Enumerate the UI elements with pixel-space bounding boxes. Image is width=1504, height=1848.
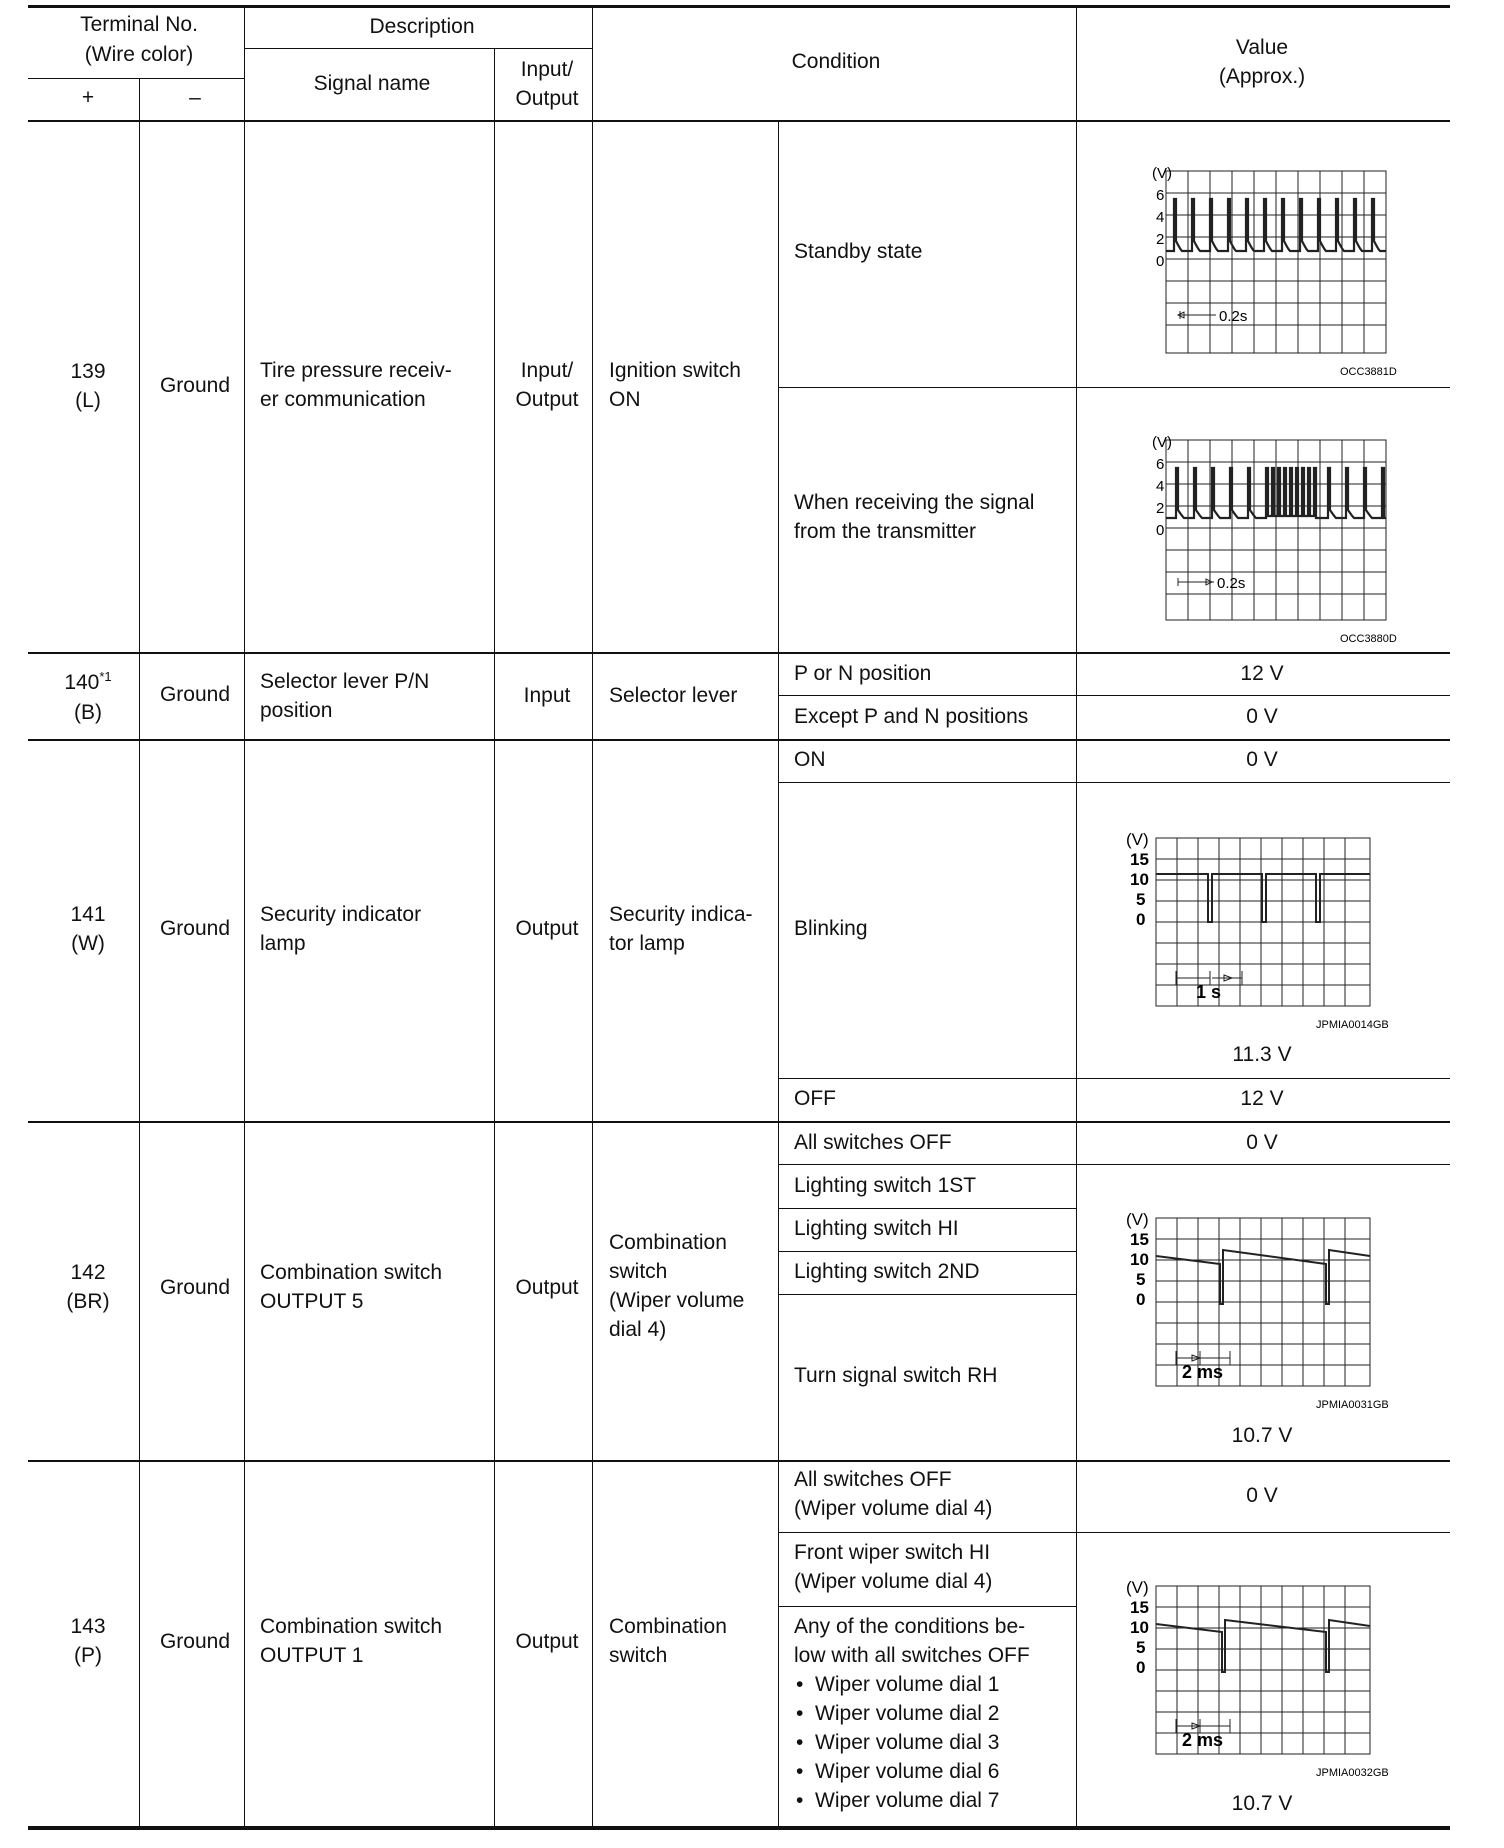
cond-143-2: switch	[609, 1644, 668, 1667]
bullet-item: • Wiper volume dial 3	[796, 1731, 1000, 1754]
sub-lighting-2nd: Lighting switch 2ND	[794, 1260, 980, 1283]
w3-time: 1 s	[1196, 982, 1222, 1002]
sub-all-off-143-2: (Wiper volume dial 4)	[794, 1497, 993, 1520]
w1-tick-0: 0	[1156, 253, 1165, 270]
bullet-item: • Wiper volume dial 1	[796, 1673, 1000, 1696]
sub-rule	[778, 695, 1450, 696]
bullet-item: • Wiper volume dial 7	[796, 1789, 1000, 1812]
w1-tick-4: 4	[1156, 209, 1165, 226]
sub-rule	[778, 387, 1450, 388]
w5-unit: (V)	[1126, 1578, 1149, 1597]
io-140: Input	[523, 684, 571, 707]
wire-color-br: (BR)	[66, 1290, 110, 1313]
signal-139-1: Tire pressure receiv-	[260, 359, 452, 382]
sub-front-wiper-2: (Wiper volume dial 4)	[794, 1570, 993, 1593]
bullet-item: • Wiper volume dial 2	[796, 1702, 1000, 1725]
w3-unit: (V)	[1126, 830, 1149, 849]
wire-color-p: (P)	[74, 1644, 102, 1667]
waveform-standby	[1120, 163, 1400, 378]
w2-unit: (V)	[1152, 434, 1172, 451]
header-minus: –	[189, 86, 201, 109]
sub-rule	[778, 1606, 1077, 1607]
sub-rule	[778, 1208, 1077, 1209]
sub-rule	[778, 1164, 1450, 1165]
terminal-142: 142	[70, 1261, 106, 1284]
val-143-wave: 10.7 V	[1231, 1792, 1293, 1815]
w4-unit: (V)	[1126, 1210, 1149, 1229]
io-139-2: Output	[515, 388, 579, 411]
w3-tick-5: 5	[1136, 890, 1146, 909]
signal-143-1: Combination switch	[260, 1615, 443, 1638]
bullet-text: Wiper volume dial 7	[815, 1789, 1000, 1812]
row-140-bottom	[28, 739, 1450, 741]
w4-tick-5: 5	[1136, 1270, 1146, 1289]
terminal-143: 143	[70, 1615, 106, 1638]
ground-143: Ground	[159, 1630, 231, 1653]
row-139-bottom	[28, 652, 1450, 654]
row-141-bottom	[28, 1121, 1450, 1123]
top-border	[28, 5, 1450, 8]
cond-141-1: Security indica-	[609, 903, 753, 926]
w1-unit: (V)	[1152, 165, 1172, 182]
header-bottom	[28, 120, 1450, 122]
sub-all-switches-off: All switches OFF	[794, 1131, 952, 1154]
val-except-p-n: 0 V	[1246, 705, 1278, 728]
sub-p-or-n: P or N position	[794, 662, 932, 685]
cond-142-1: Combination	[609, 1231, 727, 1254]
col-rule	[1076, 7, 1077, 1828]
w4-tick-0: 0	[1136, 1290, 1146, 1309]
w5-code: JPMIA0032GB	[1316, 1767, 1389, 1779]
w2-tick-6: 6	[1156, 456, 1165, 473]
signal-139-2: er communication	[260, 388, 426, 411]
val-all-switches-off: 0 V	[1246, 1131, 1278, 1154]
val-on: 0 V	[1246, 748, 1278, 771]
io-139-1: Input/	[520, 359, 574, 382]
val-p-or-n: 12 V	[1240, 662, 1284, 685]
cond-142-2: switch	[609, 1260, 668, 1283]
bullet-text: Wiper volume dial 1	[815, 1673, 1000, 1696]
cond-140: Selector lever	[609, 684, 738, 707]
terminal-139: 139	[70, 360, 106, 383]
sub-lighting-1st: Lighting switch 1ST	[794, 1174, 977, 1197]
sub-receiving-2: from the transmitter	[794, 520, 977, 543]
w5-tick-10: 10	[1130, 1618, 1149, 1637]
cond-139-1: Ignition switch	[609, 359, 741, 382]
col-rule	[244, 7, 245, 1828]
sub-receiving-1: When receiving the signal	[794, 491, 1035, 514]
cond-142-3: (Wiper volume	[609, 1289, 745, 1312]
sub-standby: Standby state	[794, 240, 923, 263]
sub-any-1: Any of the conditions be-	[794, 1615, 1026, 1638]
header-rule-desc	[245, 48, 592, 49]
header-terminal-no: Terminal No.	[80, 13, 198, 36]
header-rule-terminal	[28, 78, 245, 79]
w2-tick-4: 4	[1156, 478, 1165, 495]
row-142-bottom	[28, 1460, 1450, 1462]
w3-code: JPMIA0014GB	[1316, 1019, 1389, 1031]
signal-142-2: OUTPUT 5	[260, 1290, 364, 1313]
signal-140-2: position	[260, 699, 333, 722]
header-signal-name: Signal name	[313, 72, 431, 95]
sub-on: ON	[794, 748, 826, 771]
w4-tick-10: 10	[1130, 1250, 1149, 1269]
signal-140-1: Selector lever P/N	[260, 670, 430, 693]
signal-143-2: OUTPUT 1	[260, 1644, 364, 1667]
signal-142-1: Combination switch	[260, 1261, 443, 1284]
footnote-mark: *1	[99, 669, 112, 684]
ground-140: Ground	[159, 683, 231, 706]
col-rule	[778, 121, 779, 1828]
io-143: Output	[515, 1630, 579, 1653]
bullet-text: Wiper volume dial 6	[815, 1760, 1000, 1783]
header-value: Value	[1235, 36, 1289, 59]
w3-tick-15: 15	[1130, 850, 1149, 869]
w1-time: 0.2s	[1219, 308, 1248, 325]
w1-tick-2: 2	[1156, 231, 1165, 248]
waveform-output5	[1120, 1206, 1420, 1416]
sub-all-off-143-1: All switches OFF	[794, 1468, 952, 1491]
wire-color-w: (W)	[71, 932, 105, 955]
bullet-item: • Wiper volume dial 6	[796, 1760, 1000, 1783]
bullet-text: Wiper volume dial 3	[815, 1731, 1000, 1754]
w4-tick-15: 15	[1130, 1230, 1149, 1249]
bullet-text: Wiper volume dial 2	[815, 1702, 1000, 1725]
header-description: Description	[369, 15, 475, 38]
header-condition: Condition	[791, 50, 881, 73]
sub-rule	[778, 1251, 1077, 1252]
sub-front-wiper-1: Front wiper switch HI	[794, 1541, 991, 1564]
io-141: Output	[515, 917, 579, 940]
w1-code: OCC3881D	[1340, 366, 1397, 378]
sub-rule	[778, 1532, 1450, 1533]
sub-any-2: low with all switches OFF	[794, 1644, 1030, 1667]
cond-139-2: ON	[609, 388, 641, 411]
header-plus: +	[81, 86, 95, 109]
cond-143-1: Combination	[609, 1615, 727, 1638]
val-blinking: 11.3 V	[1232, 1043, 1292, 1066]
header-io-1: Input/	[520, 58, 574, 81]
sub-rule	[778, 1294, 1077, 1295]
col-rule	[139, 78, 140, 1828]
w2-time: 0.2s	[1217, 575, 1246, 592]
col-rule	[494, 48, 495, 1828]
header-wire-color: (Wire color)	[84, 43, 194, 66]
waveform-blinking	[1120, 826, 1420, 1036]
val-142-wave: 10.7 V	[1231, 1424, 1293, 1447]
val-off: 12 V	[1240, 1087, 1284, 1110]
w4-time: 2 ms	[1182, 1362, 1224, 1382]
sub-turn-signal-rh: Turn signal switch RH	[794, 1364, 998, 1387]
bottom-border	[28, 1826, 1450, 1830]
w5-tick-5: 5	[1136, 1638, 1146, 1657]
w1-tick-6: 6	[1156, 187, 1165, 204]
w3-tick-0: 0	[1136, 910, 1146, 929]
sub-lighting-hi: Lighting switch HI	[794, 1217, 959, 1240]
w3-tick-10: 10	[1130, 870, 1149, 889]
terminal-140-number: 140	[64, 671, 100, 694]
w4-code: JPMIA0031GB	[1316, 1399, 1389, 1411]
terminal-140	[64, 668, 111, 697]
w5-tick-15: 15	[1130, 1598, 1149, 1617]
ground-141: Ground	[159, 917, 231, 940]
ground-142: Ground	[159, 1276, 231, 1299]
w5-time: 2 ms	[1182, 1730, 1224, 1750]
sub-except-p-n: Except P and N positions	[794, 705, 1029, 728]
terminal-141: 141	[70, 903, 106, 926]
val-all-off-143: 0 V	[1246, 1484, 1278, 1507]
w2-code: OCC3880D	[1340, 633, 1397, 645]
waveform-output1	[1120, 1574, 1420, 1784]
signal-141-1: Security indicator	[260, 903, 422, 926]
cond-141-2: tor lamp	[609, 932, 685, 955]
wire-color-l: (L)	[75, 389, 101, 412]
sub-rule	[778, 1078, 1450, 1079]
w5-tick-0: 0	[1136, 1658, 1146, 1677]
waveform-receiving	[1120, 430, 1400, 645]
ground-139: Ground	[159, 374, 231, 397]
w2-tick-2: 2	[1156, 500, 1165, 517]
w2-tick-0: 0	[1156, 522, 1165, 539]
header-io-2: Output	[515, 87, 579, 110]
cond-142-4: dial 4)	[609, 1318, 667, 1341]
wire-color-b: (B)	[74, 701, 102, 724]
signal-141-2: lamp	[260, 932, 306, 955]
sub-off: OFF	[794, 1087, 836, 1110]
col-rule	[592, 7, 593, 1828]
sub-blinking: Blinking	[794, 917, 868, 940]
sub-rule	[778, 782, 1450, 783]
header-approx: (Approx.)	[1218, 65, 1306, 88]
io-142: Output	[515, 1276, 579, 1299]
